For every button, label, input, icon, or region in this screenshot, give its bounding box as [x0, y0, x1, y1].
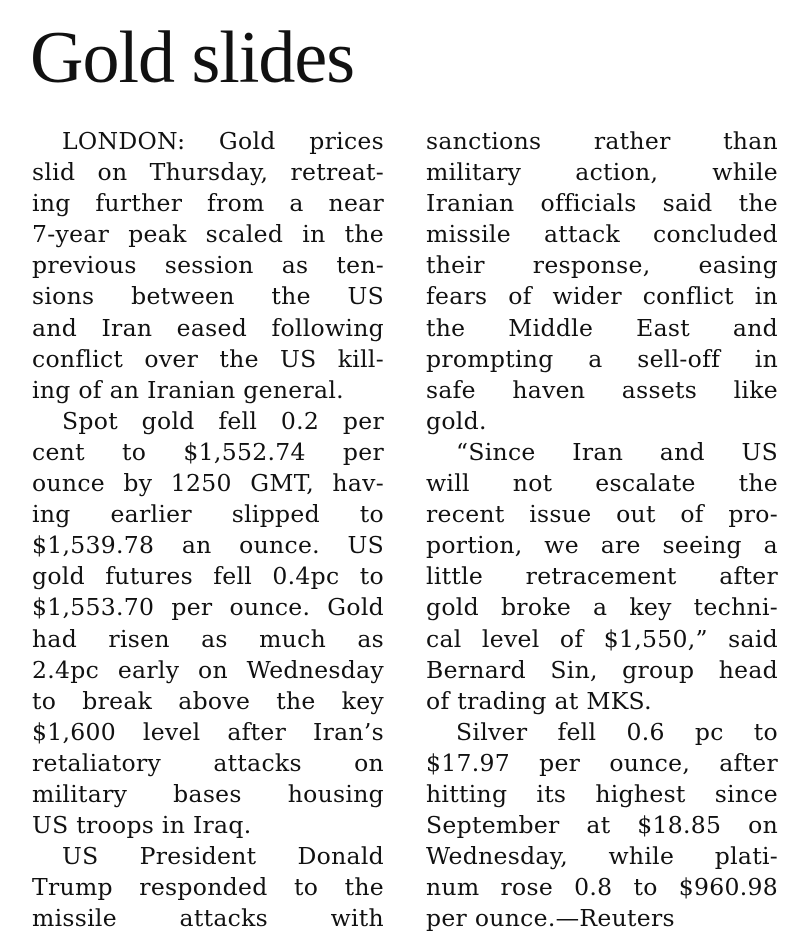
article-text-line: military action, while	[426, 158, 778, 187]
article-text-line: of trading at MKS.	[426, 686, 652, 715]
article-text-line: Spot gold fell 0.2 per	[62, 406, 384, 435]
article-text-line: US troops in Iraq.	[32, 811, 252, 840]
article-text-line: $1,600 level after Iran’s	[32, 717, 384, 746]
article-text-line: ounce by 1250 GMT, hav-	[32, 469, 384, 498]
article-text-line: per ounce.—Reuters	[426, 904, 675, 933]
article-text-line: gold broke a key techni-	[426, 593, 778, 622]
article-column-left	[32, 126, 384, 934]
article-text-line: $1,553.70 per ounce. Gold	[32, 593, 384, 622]
article-text-line: hitting its highest since	[426, 779, 778, 808]
article-text-line: $1,539.78 an ounce. US	[32, 531, 384, 560]
article-text-line: recent issue out of pro-	[426, 500, 778, 529]
article-text-line: 2.4pc early on Wednesday	[32, 655, 384, 684]
article-text-line: will not escalate the	[426, 469, 778, 498]
article-text-line: 7-year peak scaled in the	[32, 220, 384, 249]
article-text-line: retaliatory attacks on	[32, 748, 384, 777]
article-text-line: ing further from a near	[32, 189, 384, 218]
article-text-line: Wednesday, while plati-	[426, 842, 778, 871]
article-text-line: “Since Iran and US	[456, 437, 778, 466]
article-text-line: safe haven assets like	[426, 375, 778, 404]
article-text-line: to break above the key	[32, 686, 384, 715]
article-text-line: cent to $1,552.74 per	[32, 437, 384, 466]
article-text-line: ing earlier slipped to	[32, 500, 384, 529]
article-text-line: gold futures fell 0.4pc to	[32, 562, 384, 591]
article-text-line: little retracement after	[426, 562, 778, 591]
article-text-line: missile attacks with	[32, 904, 384, 933]
article-text-line: conflict over the US kill-	[32, 344, 384, 373]
article-text-line: previous session as ten-	[32, 251, 384, 280]
article-text-line: Trump responded to the	[32, 873, 384, 902]
article-text-line: prompting a sell-off in	[426, 344, 778, 373]
article-text-line: cal level of $1,550,” said	[426, 624, 778, 653]
article-text-line: Bernard Sin, group head	[426, 655, 778, 684]
article-text-line: sanctions rather than	[426, 127, 778, 155]
article-text-line: military bases housing	[32, 779, 384, 808]
article-text-line: their response, easing	[426, 251, 778, 280]
article-text-line: Iranian officials said the	[426, 189, 778, 218]
article-text-line: ing of an Iranian general.	[32, 375, 344, 404]
article-text-line: and Iran eased following	[32, 313, 384, 342]
article-text-line: gold.	[426, 406, 487, 435]
article-text-line: sions between the US	[32, 282, 384, 311]
article-text-line: portion, we are seeing a	[426, 531, 778, 560]
article-text-line: missile attack concluded	[426, 220, 778, 249]
article-column-right	[426, 126, 778, 934]
article-text-line: US President Donald	[62, 842, 384, 871]
article-text-line: fears of wider conflict in	[426, 282, 778, 311]
article-text-line: slid on Thursday, retreat-	[32, 158, 384, 187]
headline: Gold slides	[30, 17, 355, 99]
article-text-line: the Middle East and	[426, 313, 778, 342]
article-text-line: LONDON: Gold prices	[62, 127, 384, 155]
article-text-line: had risen as much as	[32, 624, 384, 653]
article-text-line: September at $18.85 on	[426, 811, 778, 840]
article-text-line: $17.97 per ounce, after	[426, 748, 778, 777]
article-text-line: Silver fell 0.6 pc to	[456, 717, 778, 746]
article-text-line: num rose 0.8 to $960.98	[426, 873, 778, 902]
